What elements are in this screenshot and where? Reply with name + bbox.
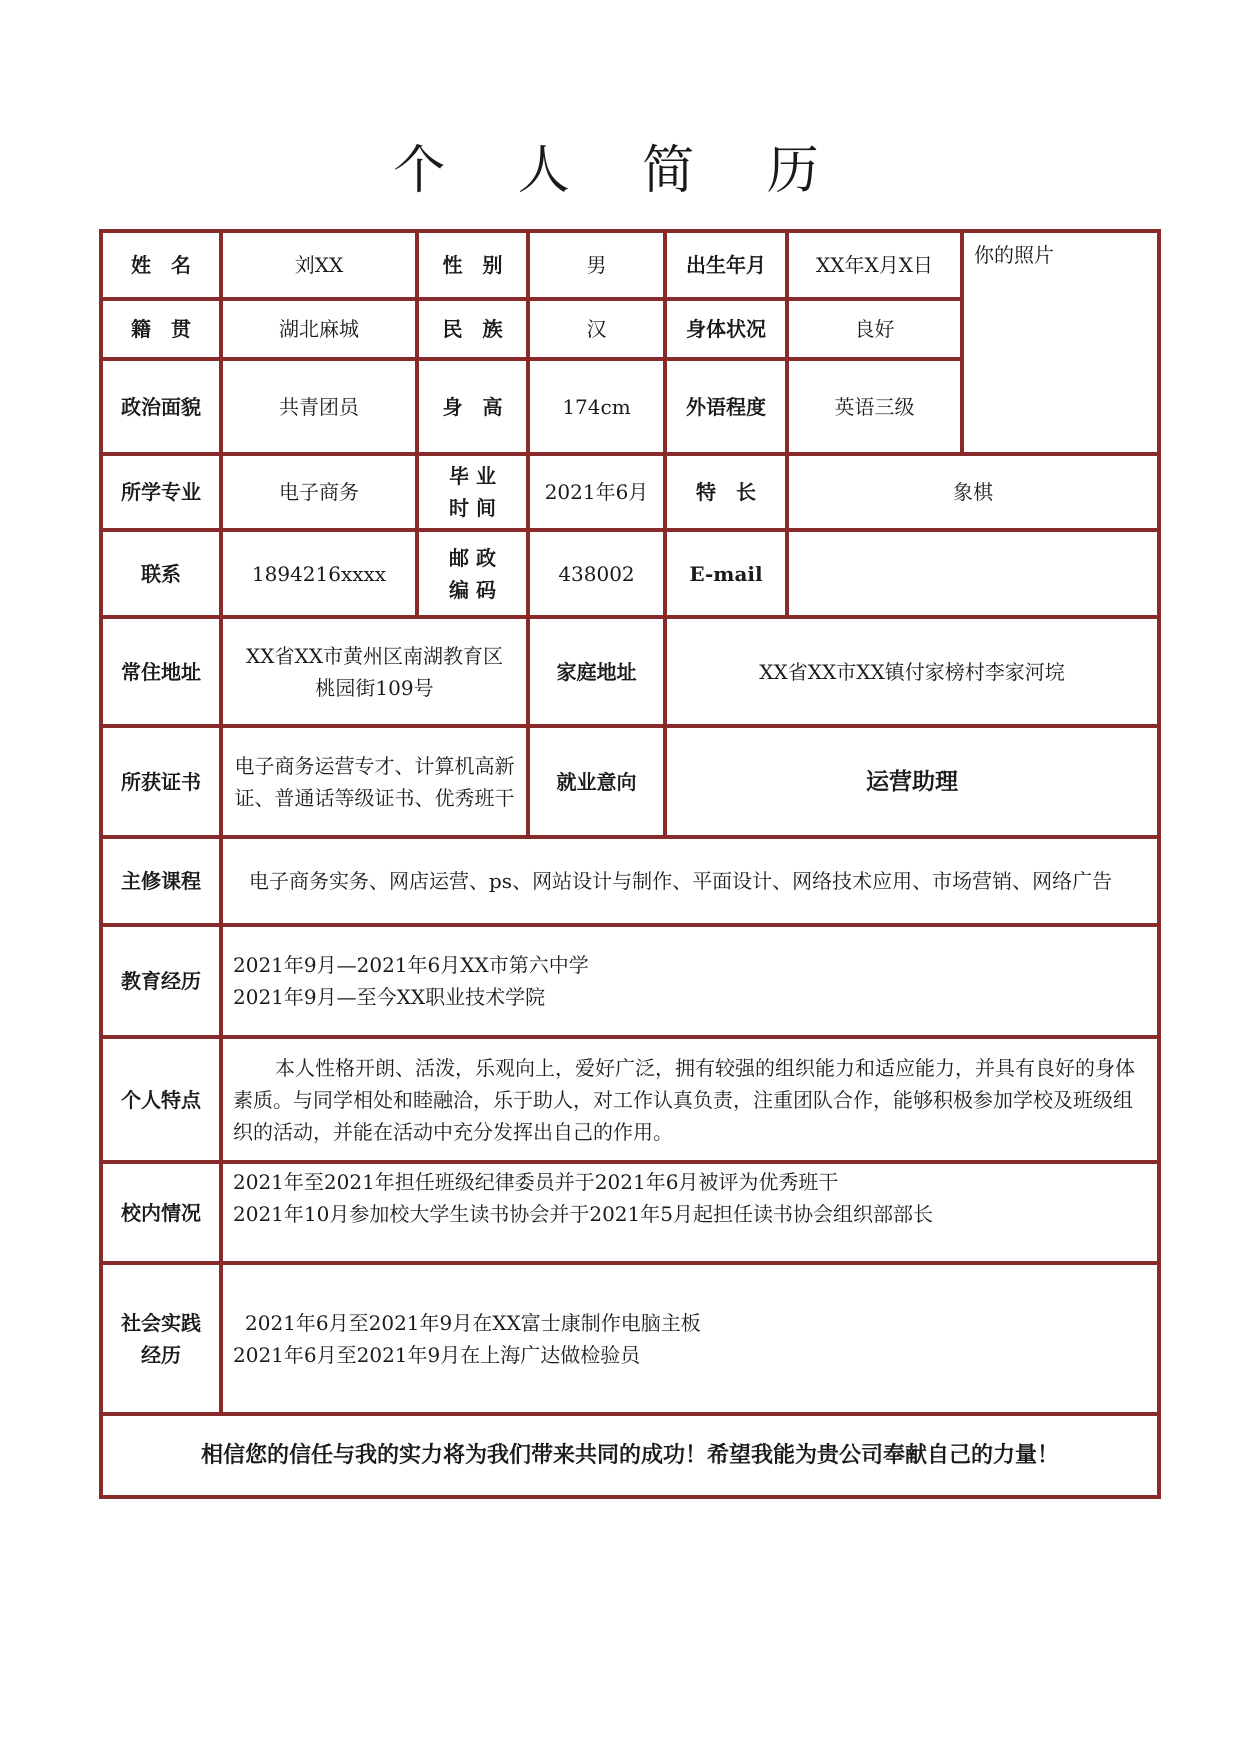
language-label: 外语程度 — [665, 359, 787, 454]
contact-label: 联系 — [101, 530, 221, 617]
address-label: 常住地址 — [101, 617, 221, 726]
graduation-label-line-1: 毕 业 — [449, 464, 496, 488]
practice-label-line-2: 经历 — [141, 1342, 181, 1367]
certificate-value: 电子商务运营专才、计算机高新证、普通话等级证书、优秀班干 — [221, 726, 528, 837]
postal-label-line-1: 邮 政 — [449, 545, 496, 570]
name-label: 姓 名 — [101, 231, 221, 299]
graduation-value: 2021年6月 — [528, 454, 665, 530]
birth-label: 出生年月 — [665, 231, 787, 299]
page-title: 个 人 简 历 — [393, 141, 847, 201]
gender-value: 男 — [528, 231, 665, 299]
skill-label: 特 长 — [665, 454, 787, 530]
postal-value: 438002 — [528, 530, 665, 617]
graduation-label-line-2: 时 间 — [449, 496, 496, 520]
ethnicity-value: 汉 — [528, 299, 665, 359]
practice-item: 2021年6月至2021年9月在XX富士康制作电脑主板 — [245, 1310, 701, 1335]
height-label: 身 高 — [417, 359, 528, 454]
political-label: 政治面貌 — [101, 359, 221, 454]
education-label: 教育经历 — [101, 925, 221, 1037]
home-value: XX省XX市XX镇付家榜村李家河垸 — [665, 617, 1159, 726]
courses-value: 电子商务实务、网店运营、ps、网站设计与制作、平面设计、网络技术应用、市场营销、网络广告 — [221, 837, 1159, 925]
campus-list — [221, 1162, 1159, 1263]
hometown-value: 湖北麻城 — [221, 299, 417, 359]
email-value — [787, 530, 1159, 617]
graduation-label — [417, 454, 528, 530]
education-list — [221, 925, 1159, 1037]
name-value: 刘XX — [221, 231, 417, 299]
closing-statement: 相信您的信任与我的实力将为我们带来共同的成功！希望我能为贵公司奉献自己的力量！ — [101, 1414, 1159, 1497]
height-value: 174cm — [528, 359, 665, 454]
practice-label — [101, 1263, 221, 1414]
address-value: XX省XX市黄州区南湖教育区桃园街109号 — [221, 617, 528, 726]
email-label: E-mail — [665, 530, 787, 617]
traits-label: 个人特点 — [101, 1037, 221, 1162]
gender-label: 性 别 — [417, 231, 528, 299]
political-value: 共青团员 — [221, 359, 417, 454]
education-item: 2021年9月—2021年6月XX市第六中学 — [233, 953, 589, 977]
education-item: 2021年9月—至今XX职业技术学院 — [233, 985, 546, 1009]
campus-item: 2021年10月参加校大学生读书协会并于2021年5月起担任读书协会组织部部长 — [233, 1202, 933, 1226]
practice-label-line-1: 社会实践 — [121, 1310, 201, 1335]
major-value: 电子商务 — [221, 454, 417, 530]
home-label: 家庭地址 — [528, 617, 665, 726]
ethnicity-label: 民 族 — [417, 299, 528, 359]
skill-value: 象棋 — [787, 454, 1159, 530]
contact-value: 1894216xxxx — [221, 530, 417, 617]
postal-label-line-2: 编 码 — [449, 577, 496, 602]
birth-value: XX年X月X日 — [787, 231, 962, 299]
certificate-label: 所获证书 — [101, 726, 221, 837]
health-label: 身体状况 — [665, 299, 787, 359]
language-value: 英语三级 — [787, 359, 962, 454]
traits-value: 本人性格开朗、活泼，乐观向上，爱好广泛，拥有较强的组织能力和适应能力，并具有良好的身体素质。与同学相处和睦融洽，乐于助人，对工作认真负责，注重团队合作，能够积极参加学校及班级组织的活动，并能在活动中充分发挥出自己的作用。 — [221, 1037, 1159, 1162]
health-value: 良好 — [787, 299, 962, 359]
practice-item: 2021年6月至2021年9月在上海广达做检验员 — [233, 1342, 641, 1367]
courses-label: 主修课程 — [101, 837, 221, 925]
intent-label: 就业意向 — [528, 726, 665, 837]
postal-label — [417, 530, 528, 617]
intent-value: 运营助理 — [665, 726, 1159, 837]
campus-label: 校内情况 — [101, 1162, 221, 1263]
major-label: 所学专业 — [101, 454, 221, 530]
photo-placeholder: 你的照片 — [962, 231, 1159, 454]
practice-list — [221, 1263, 1159, 1414]
hometown-label: 籍 贯 — [101, 299, 221, 359]
campus-item: 2021年至2021年担任班级纪律委员并于2021年6月被评为优秀班干 — [233, 1170, 839, 1194]
